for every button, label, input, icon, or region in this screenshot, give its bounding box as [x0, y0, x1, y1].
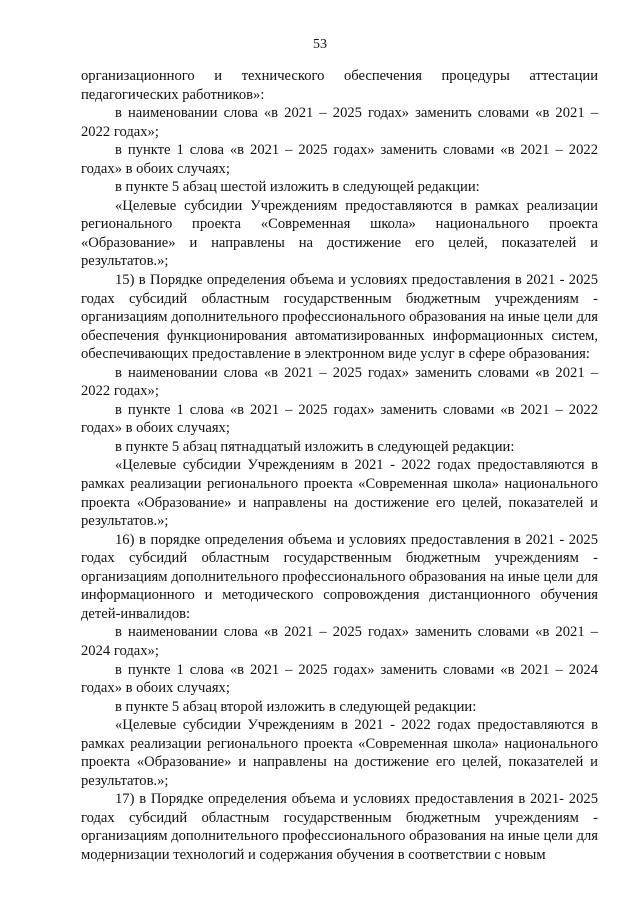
paragraph-point-15: 15) в Порядке определения объема и условиях предоставления в 2021 - 2025 годах субсидий областным государственным бюджетным учреждениям - организациям дополнительного профессионального образования на иные цели для обеспечения функционирования автоматизированных информационных систем, обеспечивающих предоставление в электронном виде услуг в сфере образования: — [81, 272, 598, 363]
paragraph-item-1-change: в пункте 1 слова «в 2021 – 2025 годах» заменить словами «в 2021 – 2022 годах» в обоих случаях; — [81, 401, 598, 437]
paragraph-item-1-change: в пункте 1 слова «в 2021 – 2025 годах» заменить словами «в 2021 – 2024 годах» в обоих случаях; — [81, 661, 598, 697]
paragraph-point-16: 16) в порядке определения объема и условиях предоставления в 2021 - 2025 годах субсидий областным государственным бюджетным учреждениям - организациям дополнительного профессионального образования на иные цели для информационного и методического сопровождения дистанционного обучения детей-инвалидов: — [81, 531, 598, 622]
paragraph-title-change: в наименовании слова «в 2021 – 2025 годах» заменить словами «в 2021 – 2024 годах»; — [81, 624, 598, 659]
paragraph-point-17: 17) в Порядке определения объема и условиях предоставления в 2021- 2025 годах субсидий областным государственным бюджетным учреждениям - организациям дополнительного профессионального образования на иные цели для модернизации технологий и содержания обучения в соответствии с новым — [81, 791, 598, 863]
paragraph-item-1-change: в пункте 1 слова «в 2021 – 2025 годах» заменить словами «в 2021 – 2022 годах» в обоих случаях; — [81, 142, 598, 177]
paragraph-title-change: в наименовании слова «в 2021 – 2025 годах» заменить словами «в 2021 – 2022 годах»; — [81, 364, 598, 400]
paragraph-quoted-text: «Целевые субсидии Учреждениям в 2021 - 2022 годах предоставляются в рамках реализации регионального проекта «Современная школа» национального проекта «Образование» и направлены на достижение его целей, показателей и результатов.»; — [81, 717, 598, 789]
paragraph-continuation: организационного и технического обеспечения процедуры аттестации педагогических работников»: — [81, 68, 598, 103]
paragraph-item-5-intro: в пункте 5 абзац второй изложить в следующей редакции: — [115, 698, 477, 715]
paragraph-title-change: в наименовании слова «в 2021 – 2025 годах» заменить словами «в 2021 – 2022 годах»; — [81, 105, 598, 140]
paragraph-quoted-text: «Целевые субсидии Учреждениям в 2021 - 2022 годах предоставляются в рамках реализации регионального проекта «Современная школа» национального проекта «Образование» и направлены на достижение его целей, показателей и результатов.»; — [81, 457, 598, 530]
paragraph-item-5-intro: в пункте 5 абзац шестой изложить в следующей редакции: — [115, 179, 480, 196]
page-number: 53 — [313, 37, 327, 52]
paragraph-quoted-text: «Целевые субсидии Учреждениям предоставляются в рамках реализации регионального проекта «Современная школа» национального проекта «Образование» и направлены на достижение его целей, показателей и результатов.»; — [81, 197, 598, 270]
document-body — [81, 67, 598, 865]
paragraph-item-5-intro: в пункте 5 абзац пятнадцатый изложить в следующей редакции: — [115, 438, 515, 455]
